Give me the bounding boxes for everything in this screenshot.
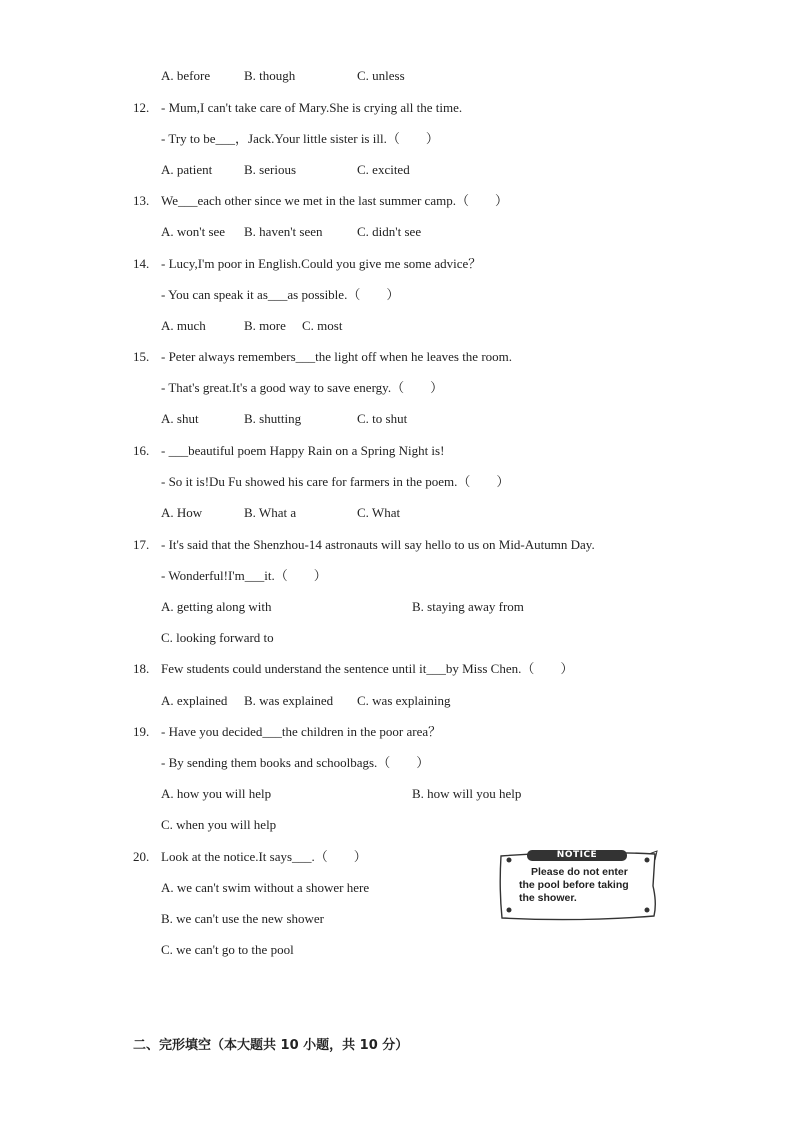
q13-option-c: C. didn't see [357, 224, 422, 239]
q17-option-b: B. staying away from [412, 599, 524, 614]
q12-option-a: A. patient [161, 162, 213, 177]
q15-option-a: A. shut [161, 411, 199, 426]
q18-option-c: C. was explaining [357, 693, 451, 708]
question-number: 17. [133, 537, 150, 552]
q13-option-b: B. haven't seen [244, 224, 323, 239]
q20-option-b: B. we can't use the new shower [161, 911, 324, 926]
q14-line1: - Lucy,I'm poor in English.Could you give me some advice？ [161, 256, 482, 271]
q12-line2: - Try to be___，Jack.Your little sister is ill.（ ） [161, 131, 439, 146]
q14-option-b: B. more [244, 318, 286, 333]
q17-option-c: C. looking forward to [161, 630, 274, 645]
q16-option-c: C. What [357, 505, 401, 520]
q15-option-c: C. to shut [357, 411, 408, 426]
q16-line2: - So it is!Du Fu showed his care for farmers in the poem.（ ） [161, 474, 510, 489]
q11-option-b: B. though [244, 68, 296, 83]
q13-option-a: A. won't see [161, 224, 226, 239]
q16-option-a: A. How [161, 505, 203, 520]
q16-line1: - ___beautiful poem Happy Rain on a Spring Night is! [161, 443, 445, 458]
question-number: 16. [133, 443, 150, 458]
notice-sign [497, 848, 659, 922]
q17-line2: - Wonderful!I'm___it.（ ） [161, 568, 327, 583]
q15-option-b: B. shutting [244, 411, 302, 426]
q18-option-a: A. explained [161, 693, 228, 708]
q12-option-c: C. excited [357, 162, 410, 177]
q12-option-b: B. serious [244, 162, 296, 177]
notice-line-1: Please do not enter [531, 866, 628, 878]
q12-line1: - Mum,I can't take care of Mary.She is crying all the time. [161, 100, 463, 115]
q17-option-a: A. getting along with [161, 599, 272, 614]
q16-option-b: B. What a [244, 505, 297, 520]
q13-line1: We___each other since we met in the last summer camp.（ ） [161, 193, 508, 208]
q14-line2: - You can speak it as___as possible.（ ） [161, 287, 400, 302]
q17-line1: - It's said that the Shenzhou-14 astronauts will say hello to us on Mid-Autumn Day. [161, 537, 595, 552]
q20-line1: Look at the notice.It says___.（ ） [161, 849, 367, 864]
q20-option-c: C. we can't go to the pool [161, 942, 294, 957]
q14-option-a: A. much [161, 318, 206, 333]
q20-option-a: A. we can't swim without a shower here [161, 880, 370, 895]
q19-line2: - By sending them books and schoolbags.（ ） [161, 755, 430, 770]
q19-option-c: C. when you will help [161, 817, 277, 832]
question-number: 15. [133, 349, 150, 364]
q11-option-c: C. unless [357, 68, 405, 83]
question-number: 12. [133, 100, 150, 115]
question-number: 19. [133, 724, 150, 739]
notice-title: NOTICE [556, 850, 598, 860]
q15-line2: - That's great.It's a good way to save energy.（ ） [161, 380, 444, 395]
notice-line-3: the shower. [519, 892, 577, 904]
section-heading: 二、完形填空（本大题共 10 小题，共 10 分） [133, 1038, 409, 1053]
question-number: 20. [133, 849, 150, 864]
q19-option-a: A. how you will help [161, 786, 272, 801]
question-number: 14. [133, 256, 150, 271]
q18-option-b: B. was explained [244, 693, 334, 708]
question-number: 18. [133, 661, 150, 676]
q11-option-a: A. before [161, 68, 211, 83]
q19-line1: - Have you decided___the children in the poor area？ [161, 724, 442, 739]
notice-line-2: the pool before taking [519, 879, 629, 891]
question-number: 13. [133, 193, 150, 208]
q14-option-c: C. most [302, 318, 343, 333]
q19-option-b: B. how will you help [412, 786, 522, 801]
q18-line1: Few students could understand the sentence until it___by Miss Chen.（ ） [161, 661, 574, 676]
q15-line1: - Peter always remembers___the light off when he leaves the room. [161, 349, 513, 364]
